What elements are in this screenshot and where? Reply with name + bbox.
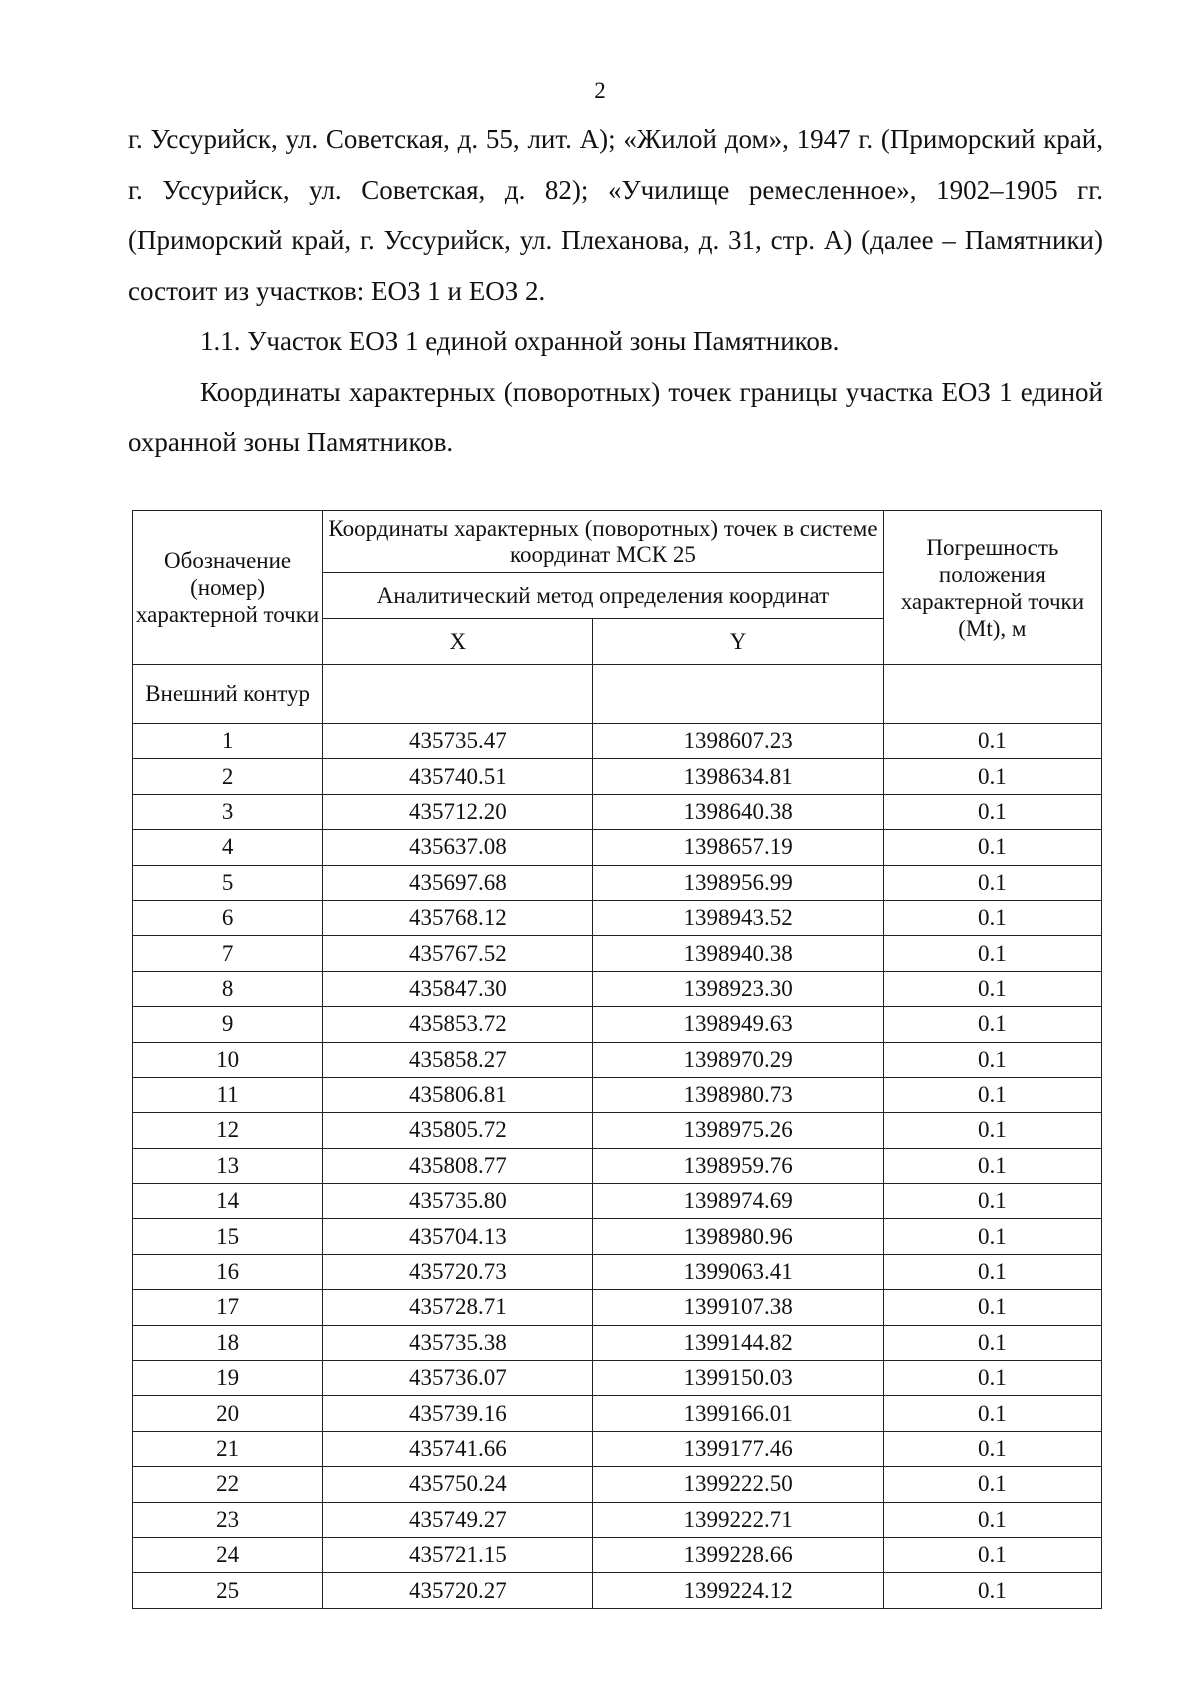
point-number-cell: 19 — [133, 1361, 323, 1396]
header-coordinates: Координаты характерных (поворотных) точек в системе координат МСК 25 — [323, 511, 884, 573]
error-cell: 0.1 — [883, 1148, 1101, 1183]
coordinates-table — [132, 510, 1102, 1609]
point-number-cell: 8 — [133, 971, 323, 1006]
error-cell: 0.1 — [883, 1290, 1101, 1325]
x-coordinate-cell: 435728.71 — [323, 1290, 593, 1325]
x-coordinate-cell: 435736.07 — [323, 1361, 593, 1396]
error-cell: 0.1 — [883, 1573, 1101, 1608]
x-coordinate-cell: 435720.73 — [323, 1254, 593, 1289]
error-cell: 0.1 — [883, 971, 1101, 1006]
point-number-cell: 10 — [133, 1042, 323, 1077]
point-number-cell: 4 — [133, 830, 323, 865]
y-coordinate-cell: 1398959.76 — [593, 1148, 883, 1183]
x-coordinate-cell: 435749.27 — [323, 1502, 593, 1537]
y-coordinate-cell: 1399063.41 — [593, 1254, 883, 1289]
table-row — [133, 1537, 1102, 1572]
error-cell: 0.1 — [883, 1361, 1101, 1396]
x-coordinate-cell: 435805.72 — [323, 1113, 593, 1148]
point-number-cell: 17 — [133, 1290, 323, 1325]
page-number: 2 — [594, 78, 606, 103]
table-row — [133, 865, 1102, 900]
y-coordinate-cell: 1399222.50 — [593, 1467, 883, 1502]
x-coordinate-cell: 435808.77 — [323, 1148, 593, 1183]
contour-empty-mt — [883, 665, 1101, 724]
table-row — [133, 724, 1102, 759]
error-cell: 0.1 — [883, 1184, 1101, 1219]
y-coordinate-cell: 1399166.01 — [593, 1396, 883, 1431]
point-number-cell: 6 — [133, 900, 323, 935]
error-cell: 0.1 — [883, 1219, 1101, 1254]
error-cell: 0.1 — [883, 1113, 1101, 1148]
table-row — [133, 1502, 1102, 1537]
y-coordinate-cell: 1399144.82 — [593, 1325, 883, 1360]
point-number-cell: 13 — [133, 1148, 323, 1183]
table-body — [133, 665, 1102, 1609]
header-point-label: Обозначение (номер) характерной точки — [133, 511, 323, 665]
table-row — [133, 1290, 1102, 1325]
y-coordinate-cell: 1399222.71 — [593, 1502, 883, 1537]
table-row — [133, 1113, 1102, 1148]
header-error: Погрешность положения характерной точки (Mt), м — [883, 511, 1101, 665]
table-row — [133, 900, 1102, 935]
table-row — [133, 794, 1102, 829]
y-coordinate-cell: 1398640.38 — [593, 794, 883, 829]
header-x: X — [323, 619, 593, 665]
point-number-cell: 5 — [133, 865, 323, 900]
table-row — [133, 1077, 1102, 1112]
error-cell: 0.1 — [883, 1467, 1101, 1502]
error-cell: 0.1 — [883, 936, 1101, 971]
y-coordinate-cell: 1399228.66 — [593, 1537, 883, 1572]
point-number-cell: 15 — [133, 1219, 323, 1254]
y-coordinate-cell: 1399177.46 — [593, 1431, 883, 1466]
y-coordinate-cell: 1398956.99 — [593, 865, 883, 900]
contour-label: Внешний контур — [133, 665, 323, 724]
x-coordinate-cell: 435858.27 — [323, 1042, 593, 1077]
table-row — [133, 971, 1102, 1006]
y-coordinate-cell: 1398657.19 — [593, 830, 883, 865]
y-coordinate-cell: 1399107.38 — [593, 1290, 883, 1325]
point-number-cell: 3 — [133, 794, 323, 829]
table-row — [133, 759, 1102, 794]
error-cell: 0.1 — [883, 830, 1101, 865]
error-cell: 0.1 — [883, 1502, 1101, 1537]
y-coordinate-cell: 1398975.26 — [593, 1113, 883, 1148]
table-row — [133, 1042, 1102, 1077]
y-coordinate-cell: 1398970.29 — [593, 1042, 883, 1077]
x-coordinate-cell: 435739.16 — [323, 1396, 593, 1431]
table-row — [133, 1396, 1102, 1431]
x-coordinate-cell: 435853.72 — [323, 1007, 593, 1042]
error-cell: 0.1 — [883, 1325, 1101, 1360]
error-cell: 0.1 — [883, 1431, 1101, 1466]
y-coordinate-cell: 1398980.96 — [593, 1219, 883, 1254]
table-row — [133, 1219, 1102, 1254]
x-coordinate-cell: 435637.08 — [323, 830, 593, 865]
contour-empty-x — [323, 665, 593, 724]
header-y: Y — [593, 619, 883, 665]
x-coordinate-cell: 435735.80 — [323, 1184, 593, 1219]
point-number-cell: 18 — [133, 1325, 323, 1360]
error-cell: 0.1 — [883, 900, 1101, 935]
point-number-cell: 2 — [133, 759, 323, 794]
x-coordinate-cell: 435720.27 — [323, 1573, 593, 1608]
y-coordinate-cell: 1398949.63 — [593, 1007, 883, 1042]
y-coordinate-cell: 1398607.23 — [593, 724, 883, 759]
x-coordinate-cell: 435741.66 — [323, 1431, 593, 1466]
point-number-cell: 9 — [133, 1007, 323, 1042]
x-coordinate-cell: 435704.13 — [323, 1219, 593, 1254]
table-row — [133, 1431, 1102, 1466]
table-row — [133, 936, 1102, 971]
y-coordinate-cell: 1398923.30 — [593, 971, 883, 1006]
table-row — [133, 1148, 1102, 1183]
error-cell: 0.1 — [883, 1396, 1101, 1431]
error-cell: 0.1 — [883, 865, 1101, 900]
table-row — [133, 1184, 1102, 1219]
body-text — [128, 114, 1103, 468]
point-number-cell: 7 — [133, 936, 323, 971]
point-number-cell: 12 — [133, 1113, 323, 1148]
error-cell: 0.1 — [883, 1042, 1101, 1077]
x-coordinate-cell: 435847.30 — [323, 971, 593, 1006]
contour-row — [133, 665, 1102, 724]
x-coordinate-cell: 435806.81 — [323, 1077, 593, 1112]
y-coordinate-cell: 1399150.03 — [593, 1361, 883, 1396]
table-row — [133, 1467, 1102, 1502]
point-number-cell: 21 — [133, 1431, 323, 1466]
paragraph-table-caption: Координаты характерных (поворотных) точек границы участка ЕОЗ 1 единой охранной зоны Памятников. — [128, 376, 1103, 457]
point-number-cell: 14 — [133, 1184, 323, 1219]
point-number-cell: 22 — [133, 1467, 323, 1502]
x-coordinate-cell: 435750.24 — [323, 1467, 593, 1502]
y-coordinate-cell: 1398940.38 — [593, 936, 883, 971]
x-coordinate-cell: 435721.15 — [323, 1537, 593, 1572]
paragraph-monuments-list: г. Уссурийск, ул. Советская, д. 55, лит. А); «Жилой дом», 1947 г. (Приморский край, г. Уссурийск, ул. Советская, д. 82); «Училище ремесленное», 1902–1905 гг. (Приморский край, г. Уссурийск, ул. Плеханова, д. 31, стр. А) (далее – Памятники) состоит из участков: ЕОЗ 1 и ЕОЗ 2. — [128, 124, 1103, 306]
x-coordinate-cell: 435740.51 — [323, 759, 593, 794]
x-coordinate-cell: 435697.68 — [323, 865, 593, 900]
point-number-cell: 25 — [133, 1573, 323, 1608]
point-number-cell: 16 — [133, 1254, 323, 1289]
paragraph-section-heading: 1.1. Участок ЕОЗ 1 единой охранной зоны Памятников. — [200, 326, 840, 356]
table-row — [133, 1361, 1102, 1396]
table-header — [133, 511, 1102, 665]
x-coordinate-cell: 435735.38 — [323, 1325, 593, 1360]
x-coordinate-cell: 435767.52 — [323, 936, 593, 971]
x-coordinate-cell: 435768.12 — [323, 900, 593, 935]
point-number-cell: 20 — [133, 1396, 323, 1431]
y-coordinate-cell: 1398980.73 — [593, 1077, 883, 1112]
y-coordinate-cell: 1398974.69 — [593, 1184, 883, 1219]
point-number-cell: 11 — [133, 1077, 323, 1112]
contour-empty-y — [593, 665, 883, 724]
error-cell: 0.1 — [883, 759, 1101, 794]
point-number-cell: 1 — [133, 724, 323, 759]
error-cell: 0.1 — [883, 1254, 1101, 1289]
point-number-cell: 23 — [133, 1502, 323, 1537]
error-cell: 0.1 — [883, 1537, 1101, 1572]
error-cell: 0.1 — [883, 1077, 1101, 1112]
y-coordinate-cell: 1399224.12 — [593, 1573, 883, 1608]
header-method: Аналитический метод определения координат — [323, 573, 884, 619]
x-coordinate-cell: 435735.47 — [323, 724, 593, 759]
table-row — [133, 1254, 1102, 1289]
point-number-cell: 24 — [133, 1537, 323, 1572]
table-row — [133, 1325, 1102, 1360]
error-cell: 0.1 — [883, 724, 1101, 759]
table-row — [133, 830, 1102, 865]
y-coordinate-cell: 1398634.81 — [593, 759, 883, 794]
y-coordinate-cell: 1398943.52 — [593, 900, 883, 935]
table-row — [133, 1573, 1102, 1608]
x-coordinate-cell: 435712.20 — [323, 794, 593, 829]
error-cell: 0.1 — [883, 1007, 1101, 1042]
error-cell: 0.1 — [883, 794, 1101, 829]
table-row — [133, 1007, 1102, 1042]
